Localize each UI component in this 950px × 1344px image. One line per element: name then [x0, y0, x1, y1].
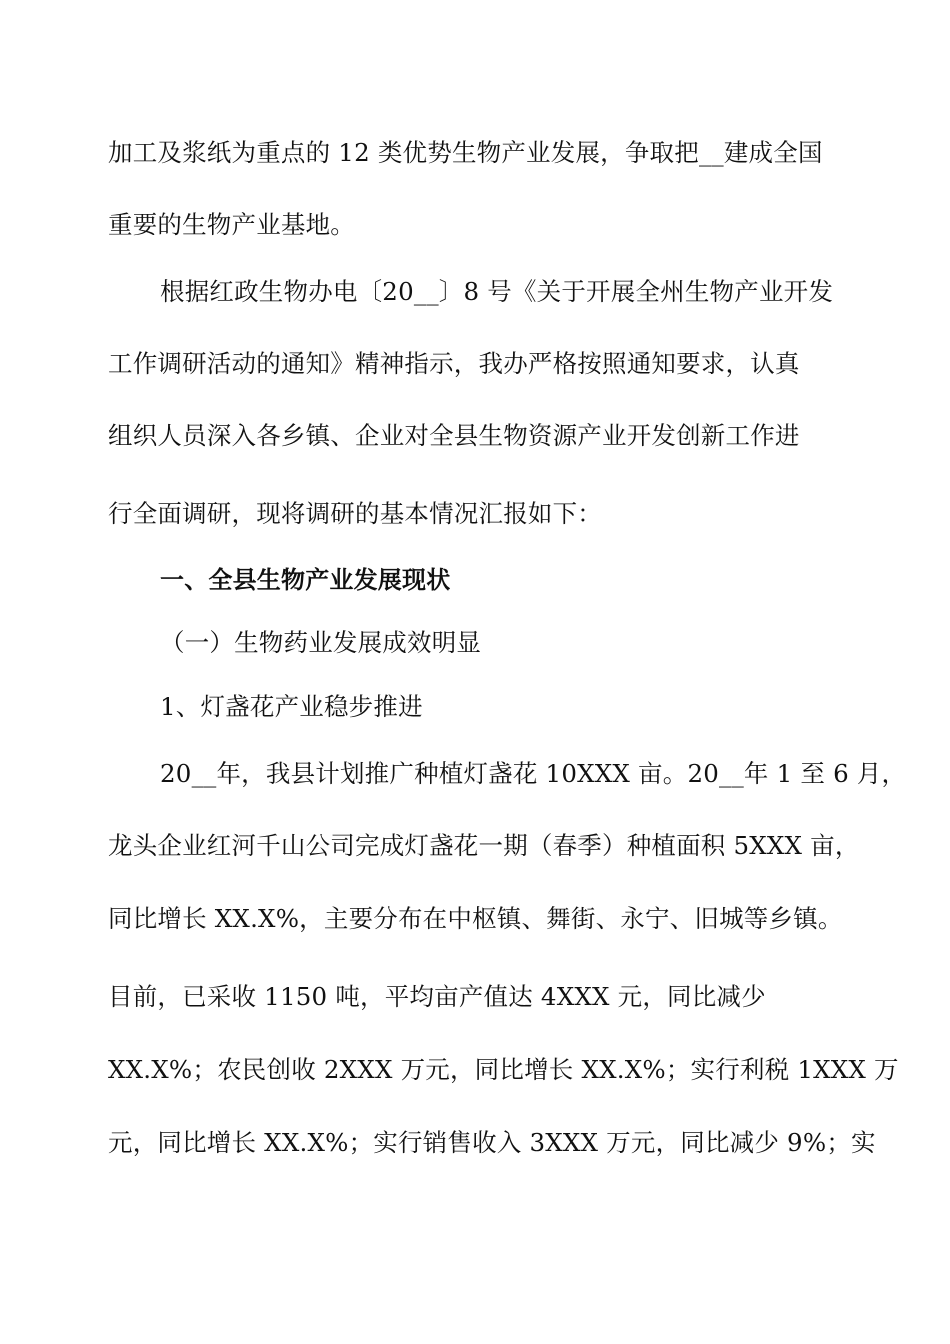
item-heading: 1、灯盏花产业稳步推进 [160, 692, 423, 721]
paragraph-line: 同比增长 XX.X%，主要分布在中枢镇、舞街、永宁、旧城等乡镇。 [108, 904, 843, 933]
paragraph-line: 龙头企业红河千山公司完成灯盏花一期（春季）种植面积 5XXX 亩， [108, 831, 860, 860]
subsection-heading: （一）生物药业发展成效明显 [160, 628, 482, 657]
section-heading: 一、全县生物产业发展现状 [160, 566, 451, 594]
paragraph-line: 目前，已采收 1150 吨，平均亩产值达 4XXX 元，同比减少 [108, 982, 766, 1011]
paragraph-line: 根据红政生物办电〔20__〕8 号《关于开展全州生物产业开发 [160, 277, 834, 306]
paragraph-line: 组织人员深入各乡镇、企业对全县生物资源产业开发创新工作进 [108, 421, 800, 450]
paragraph-line: XX.X%；农民创收 2XXX 万元，同比增长 XX.X%；实行利税 1XXX 万 [108, 1055, 899, 1084]
paragraph-line: 元，同比增长 XX.X%；实行销售收入 3XXX 万元，同比减少 9%；实 [108, 1128, 876, 1157]
paragraph-line: 加工及浆纸为重点的 12 类优势生物产业发展，争取把__建成全国 [108, 138, 823, 167]
paragraph-line: 20__年，我县计划推广种植灯盏花 10XXX 亩。20__年 1 至 6 月， [160, 759, 907, 788]
paragraph-line: 重要的生物产业基地。 [108, 210, 355, 239]
paragraph-line: 行全面调研，现将调研的基本情况汇报如下： [108, 499, 602, 528]
paragraph-line: 工作调研活动的通知》精神指示，我办严格按照通知要求，认真 [108, 349, 800, 378]
